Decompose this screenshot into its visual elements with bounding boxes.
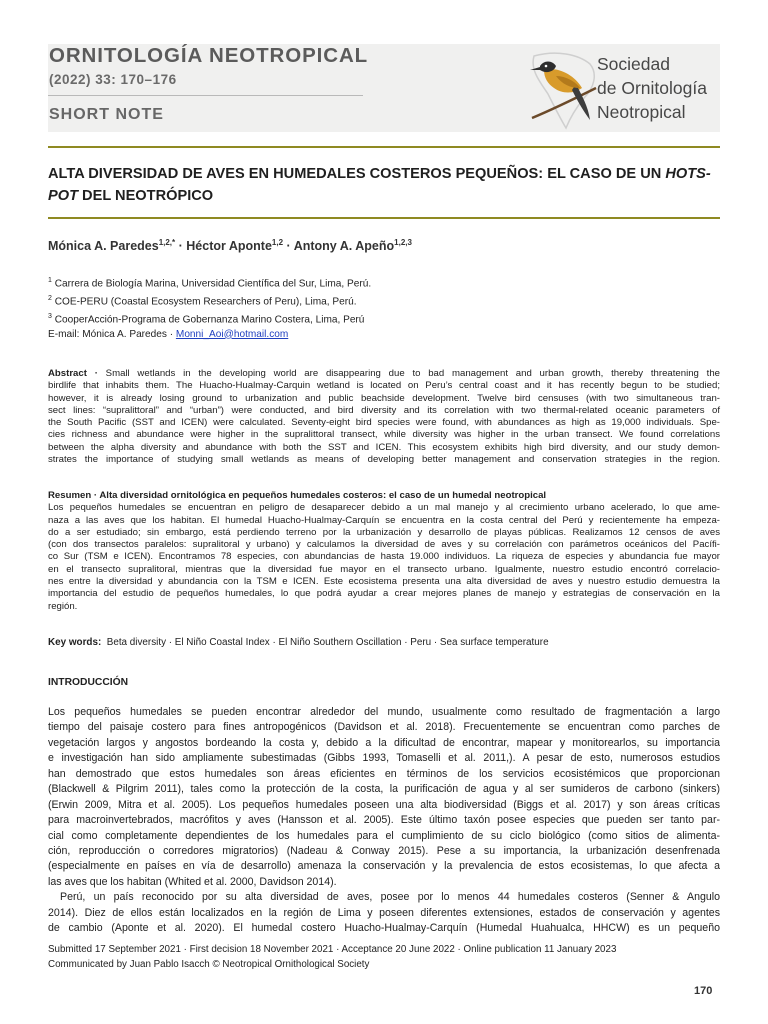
email-label: E-mail: Mónica A. Paredes · xyxy=(48,328,176,340)
keywords-text: Beta diversity · El Niño Coastal Index · El Niño Southern Oscillation · Peru · Sea surface temperature xyxy=(106,637,549,648)
affiliation-item xyxy=(48,274,720,292)
resumen-line: (con dos transectos paralelos: supralitoral y urbano) y calculamos la diversidad de aves y su correlación con parámetros oceánicos del Pacífi- xyxy=(48,539,720,551)
abstract xyxy=(48,368,720,466)
resumen-line: naza a las aves que los habitan. El humedal Huacho-Hualmay-Carquín se encuentra en la costa central del Perú y recientemente ha empeza- xyxy=(48,514,720,526)
author-name: Antony A. Apeño xyxy=(293,239,395,254)
body-line: para macroinvertebrados, macrófitos y aves (Hansson et al. 2005). Este último taxón posee especies que pueden ser tanto par- xyxy=(48,814,720,827)
title-italic: HOTS- xyxy=(665,166,711,182)
affiliation-number: 3 xyxy=(48,312,52,320)
body-line: tiempo del paisaje costero para fines antropogénicos (Davidson et al. 2018). Frecuentemente se encuentran como parches de xyxy=(48,721,720,734)
journal-name: ORNITOLOGÍA NEOTROPICAL xyxy=(49,44,369,67)
affiliation-number: 1 xyxy=(48,277,52,284)
title-italic: POT xyxy=(48,188,78,204)
body-line: vegetación largos y angostos bordeando la costa y, debido a la dificultad de encontrar, mapear y monitorearlos, su importancia xyxy=(48,736,720,749)
body-line: cial como completamente dependientes de los humedales para el cumplimiento de su ciclo biológico (como sitios de alimenta- xyxy=(48,829,720,842)
author-name: Mónica A. Paredes xyxy=(48,239,159,254)
society-name-line: de Ornitología xyxy=(597,78,707,98)
society-name-line: Sociedad xyxy=(597,54,670,74)
society-name-line: Neotropical xyxy=(597,102,686,122)
title-text: DEL NEOTRÓPICO xyxy=(78,188,214,204)
abstract-line xyxy=(48,368,720,380)
header-divider xyxy=(48,95,363,96)
title-bottom-rule xyxy=(48,217,720,219)
communication-credit: Communicated by Juan Pablo Isacch © Neotropical Ornithological Society xyxy=(48,959,370,970)
resumen-line: importancia del estudio de pequeños humedales, lo que podrá ayudar a crear mejores planes de manejo y estrategias de conservación en la xyxy=(48,588,720,600)
affiliation-text: Carrera de Biología Marina, Universidad Científica del Sur, Lima, Perú. xyxy=(54,278,372,290)
resumen-line: nes entre la diversidad y abundancia con la TSM e ICEN. Este ecosistema presenta una alta diversidad de aves y nuestro estudio demuestra la xyxy=(48,576,720,588)
body-line: (Blackwell & Pilgrim 2011), tales como la protección de la costa, la purificación de agua y al ser sumideros de carbono (sinkers) xyxy=(48,783,720,796)
body-line: 2014). Diez de ellos están localizados en la región de Lima y poseen diferentes extensiones, estados de conservación y agentes xyxy=(48,906,720,919)
body-line: (Erwin 2009, Mitra et al. 2005). Los pequeños humedales poseen una alta biodiversidad (Biggs et al. 2017) y son áreas críticas xyxy=(48,798,720,811)
body-line: ción, reproducción o corredores migratorios) (Nadeau & Conway 2015). Pese a su importancia, la urbanización desenfrenada xyxy=(48,844,720,857)
section-heading: INTRODUCCIÓN xyxy=(48,677,129,688)
bird-beak xyxy=(530,67,540,70)
society-name xyxy=(597,52,727,124)
author-name: Héctor Aponte xyxy=(186,239,272,254)
body-line: Los pequeños humedales se pueden encontrar alrededor del mundo, usualmente como resultado de fragmentación a largo xyxy=(48,706,720,718)
resumen xyxy=(48,490,720,613)
abstract-line: however, it is already losing ground to urbanization and public beachside development. Twelve bird censuses (with two simultaneous tran- xyxy=(48,392,720,404)
author-separator: · xyxy=(283,239,294,254)
author-separator: · xyxy=(175,239,187,254)
resumen-line: región. xyxy=(48,600,78,612)
email-link[interactable]: Monni_Aoi@hotmail.com xyxy=(175,328,289,340)
abstract-line: between the alpha diversity and abundance with both the SST and ICEN. This ecosystem exhibits high bird diversity, and our study demon- xyxy=(48,441,720,453)
body-line: e investigación han sido ampliamente subestimadas (Gibbs 1993, Tomaselli et al. 2011,). A pesar de esto, numerosos estudios xyxy=(48,752,720,765)
bird-eye xyxy=(545,65,548,68)
resumen-line: Los pequeños humedales se encuentran en peligro de desaparecer debido a un mal manejo y al crecimiento urbano acelerado, lo que ame- xyxy=(48,502,720,514)
affiliation-text: CooperAcción-Programa de Gobernanza Marino Costera, Lima, Perú xyxy=(54,314,365,326)
abstract-line: strates the importance of studying small wetlands as means of developing better management and conservation strategies in the region. xyxy=(48,454,720,466)
body-line: han demostrado que estos humedales son áreas eficientes en términos de los servicios ecosistémicos que proporcionan xyxy=(48,767,720,780)
affiliation-item xyxy=(48,292,720,310)
abstract-line: the South Pacific (SST and ICEN) were calculated. Seventy-eight bird species were found, with abundances as high as 19,000 individuals. Spe- xyxy=(48,417,720,429)
intro-body xyxy=(48,705,720,937)
resumen-line: do a ser estudiado; sin embargo, está perdiendo terreno por la urbanización y desarrollo de playas públicas. Realizamos 12 censos de aves xyxy=(48,526,720,538)
body-line: de cambio (Aponte et al. 2020). El humedal costero Huacho-Hualmay-Carquín (Humedal Huahualca, HHCW) es un pequeño xyxy=(48,922,720,935)
submission-footer xyxy=(48,942,720,972)
body-line: las aves que los habitan (Whited et al. 2000, Davidson 2014). xyxy=(48,875,337,888)
note-type-label: SHORT NOTE xyxy=(49,106,164,123)
author-affiliation-marks: 1,2,* xyxy=(158,238,176,247)
body-line: (especialmente en países en vía de desarrollo) amenaza la conservación y la prevalencia de estos ecosistemas, lo que afecta a xyxy=(48,860,720,873)
abstract-line: cies richness and abundance were higher in the supralittoral transect, while diversity was higher in the urban transect. We found correlations xyxy=(48,429,720,441)
keywords xyxy=(48,637,720,648)
author-list xyxy=(48,238,720,253)
article-title xyxy=(48,163,720,207)
resumen-line: en el transecto supralitoral, mientras que la diversidad fue mayor en el transecto urbano. Igualmente, nuestro estudio encontró correlacio- xyxy=(48,563,720,575)
affiliations xyxy=(48,274,720,342)
resumen-label: Resumen · Alta diversidad ornitológica en pequeños humedales costeros: el caso de un humedal neotropical xyxy=(48,490,547,501)
abstract-line: sect lines: “supralittoral” and “urban”) were conducted, and bird diversity and its correlation with two thermal-related oceanic parameters of xyxy=(48,404,720,416)
journal-issue: (2022) 33: 170–176 xyxy=(49,72,177,87)
abstract-label: Abstract · xyxy=(48,368,106,379)
keywords-label: Key words: xyxy=(48,637,102,648)
title-text: ALTA DIVERSIDAD DE AVES EN HUMEDALES COSTEROS PEQUEÑOS: EL CASO DE UN xyxy=(48,166,666,182)
resumen-line: co Sur (TSM e ICEN). Encontramos 78 especies, con abundancias de hasta 19.000 individuos. La riqueza de especies y abundancia fue mayor xyxy=(48,551,720,563)
abstract-text: Small wetlands in the developing world are disappearing due to bad management and urban growth, thereby threatening the xyxy=(105,368,720,379)
bird-tail xyxy=(572,84,590,120)
abstract-line: birdlife that inhabits them. The Huacho-Hualmay-Carquin wetland is located on Peru’s central coast and it has recently begun to be studied; xyxy=(48,380,720,392)
email-line xyxy=(48,328,720,343)
author-affiliation-marks: 1,2 xyxy=(271,238,284,247)
page-number: 170 xyxy=(694,985,713,997)
body-line: Perú, un país reconocido por su alta diversidad de aves, posee por lo menos 44 humedales costeros (Senner & Angulo xyxy=(60,891,720,904)
affiliation-number: 2 xyxy=(48,294,52,302)
affiliation-text: COE-PERU (Coastal Ecosystem Researchers of Peru), Lima, Perú. xyxy=(54,296,357,308)
affiliation-item xyxy=(48,310,720,328)
submission-dates: Submitted 17 September 2021 · First decision 18 November 2021 · Acceptance 20 June 2022 · Online publication 11 January 2023 xyxy=(48,944,617,955)
author-affiliation-marks: 1,2,3 xyxy=(394,238,412,247)
title-top-rule xyxy=(48,146,720,148)
